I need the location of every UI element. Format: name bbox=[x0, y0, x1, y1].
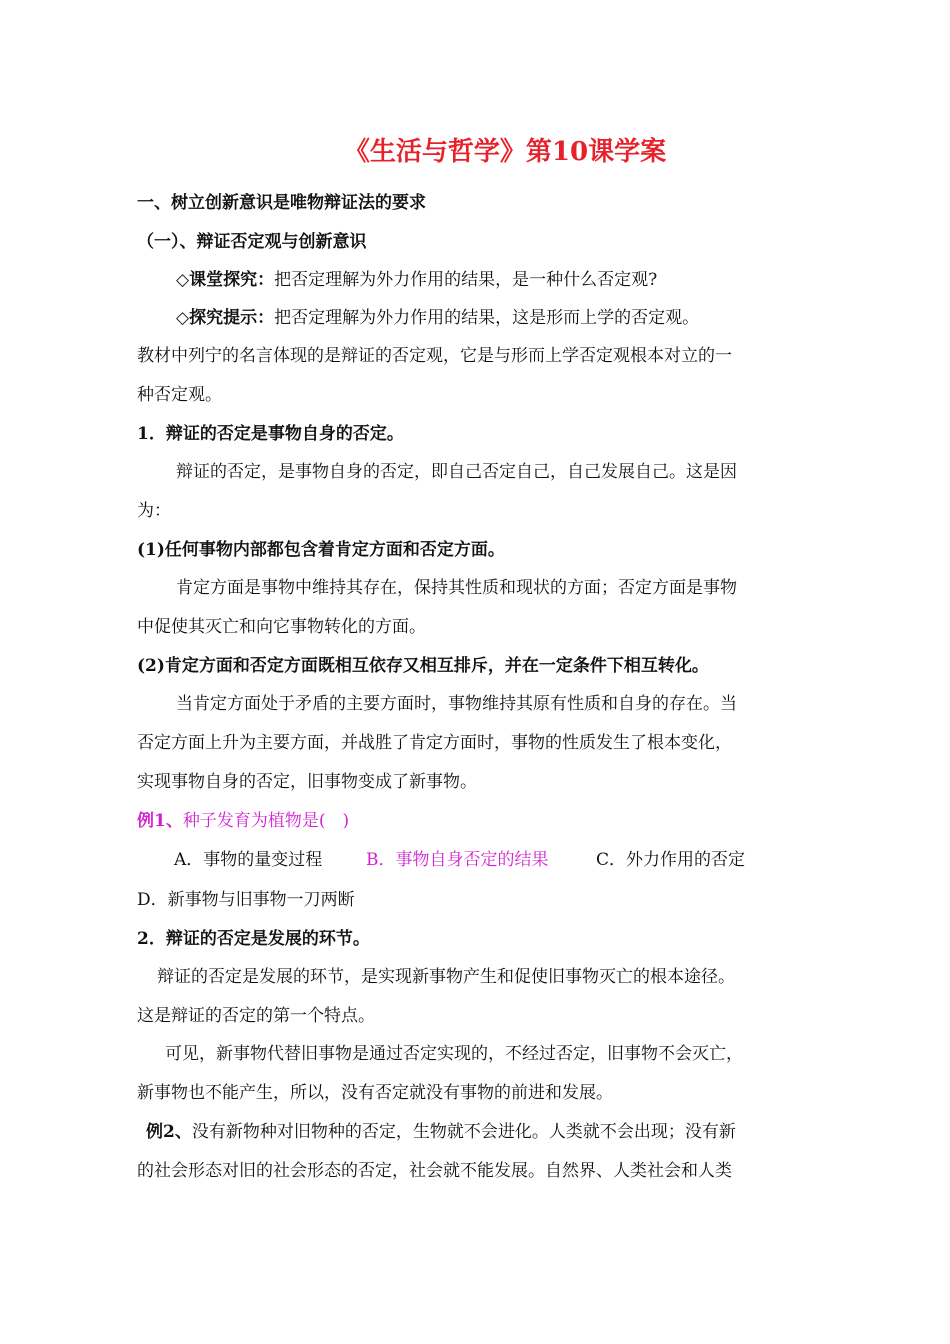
section-heading: 一、树立创新意识是唯物辩证法的要求 bbox=[137, 193, 426, 213]
paragraph-line: 中促使其灭亡和向它事物转化的方面。 bbox=[137, 617, 426, 637]
inquiry-label: ◇课堂探究： bbox=[176, 270, 275, 290]
paragraph-line: 种否定观。 bbox=[137, 385, 222, 405]
paragraph-line: 新事物也不能产生，所以，没有否定就没有事物的前进和发展。 bbox=[137, 1083, 613, 1103]
paragraph-line: 肯定方面是事物中维持其存在，保持其性质和现状的方面；否定方面是事物 bbox=[176, 578, 737, 598]
example-label: 例2、 bbox=[146, 1122, 192, 1142]
example-question bbox=[137, 809, 813, 833]
paragraph-line: 教材中列宁的名言体现的是辩证的否定观，它是与形而上学否定观根本对立的一 bbox=[137, 346, 732, 366]
option-d: D．新事物与旧事物一刀两断 bbox=[137, 890, 355, 910]
example-label: 例1、 bbox=[137, 811, 183, 831]
hint-label: ◇探究提示： bbox=[176, 308, 275, 328]
inquiry-line bbox=[176, 268, 816, 292]
paragraph-line: 辩证的否定是发展的环节，是实现新事物产生和促使旧事物灭亡的根本途径。 bbox=[157, 967, 735, 987]
point-heading: 2．辩证的否定是发展的环节。 bbox=[137, 929, 370, 949]
subsection-heading: （一）、辩证否定观与创新意识 bbox=[137, 232, 367, 252]
paragraph-line: 当肯定方面处于矛盾的主要方面时，事物维持其原有性质和自身的存在。当 bbox=[176, 694, 737, 714]
example-line bbox=[146, 1120, 816, 1144]
option-a: A．事物的量变过程 bbox=[174, 850, 323, 870]
paragraph-line: 可见，新事物代替旧事物是通过否定实现的，不经过否定，旧事物不会灭亡， bbox=[165, 1044, 743, 1064]
option-c: C．外力作用的否定 bbox=[596, 850, 746, 870]
paragraph-line: 为： bbox=[137, 501, 171, 521]
paragraph-line: 实现事物自身的否定，旧事物变成了新事物。 bbox=[137, 772, 477, 792]
paragraph-line: 的社会形态对旧的社会形态的否定，社会就不能发展。自然界、人类社会和人类 bbox=[137, 1161, 732, 1181]
option-b: B．事物自身否定的结果 bbox=[366, 850, 549, 870]
hint-line bbox=[176, 306, 816, 330]
example-text: 种子发育为植物是( ) bbox=[182, 811, 350, 831]
sub-point-heading: (2)肯定方面和否定方面既相互依存又相互排斥，并在一定条件下相互转化。 bbox=[137, 656, 709, 676]
paragraph-line: 辩证的否定，是事物自身的否定，即自己否定自己，自己发展自己。这是因 bbox=[176, 462, 737, 482]
paragraph-line: 这是辩证的否定的第一个特点。 bbox=[137, 1006, 375, 1026]
inquiry-text: 把否定理解为外力作用的结果，是一种什么否定观? bbox=[274, 270, 658, 290]
paragraph-line: 否定方面上升为主要方面，并战胜了肯定方面时，事物的性质发生了根本变化， bbox=[137, 733, 732, 753]
hint-text: 把否定理解为外力作用的结果，这是形而上学的否定观。 bbox=[274, 308, 700, 328]
page-title: 《生活与哲学》第10课学案 bbox=[343, 137, 667, 167]
point-heading: 1．辩证的否定是事物自身的否定。 bbox=[137, 424, 404, 444]
example-text: 没有新物种对旧物种的否定，生物就不会进化。人类就不会出现；没有新 bbox=[191, 1122, 736, 1142]
sub-point-heading: (1)任何事物内部都包含着肯定方面和否定方面。 bbox=[137, 540, 505, 560]
